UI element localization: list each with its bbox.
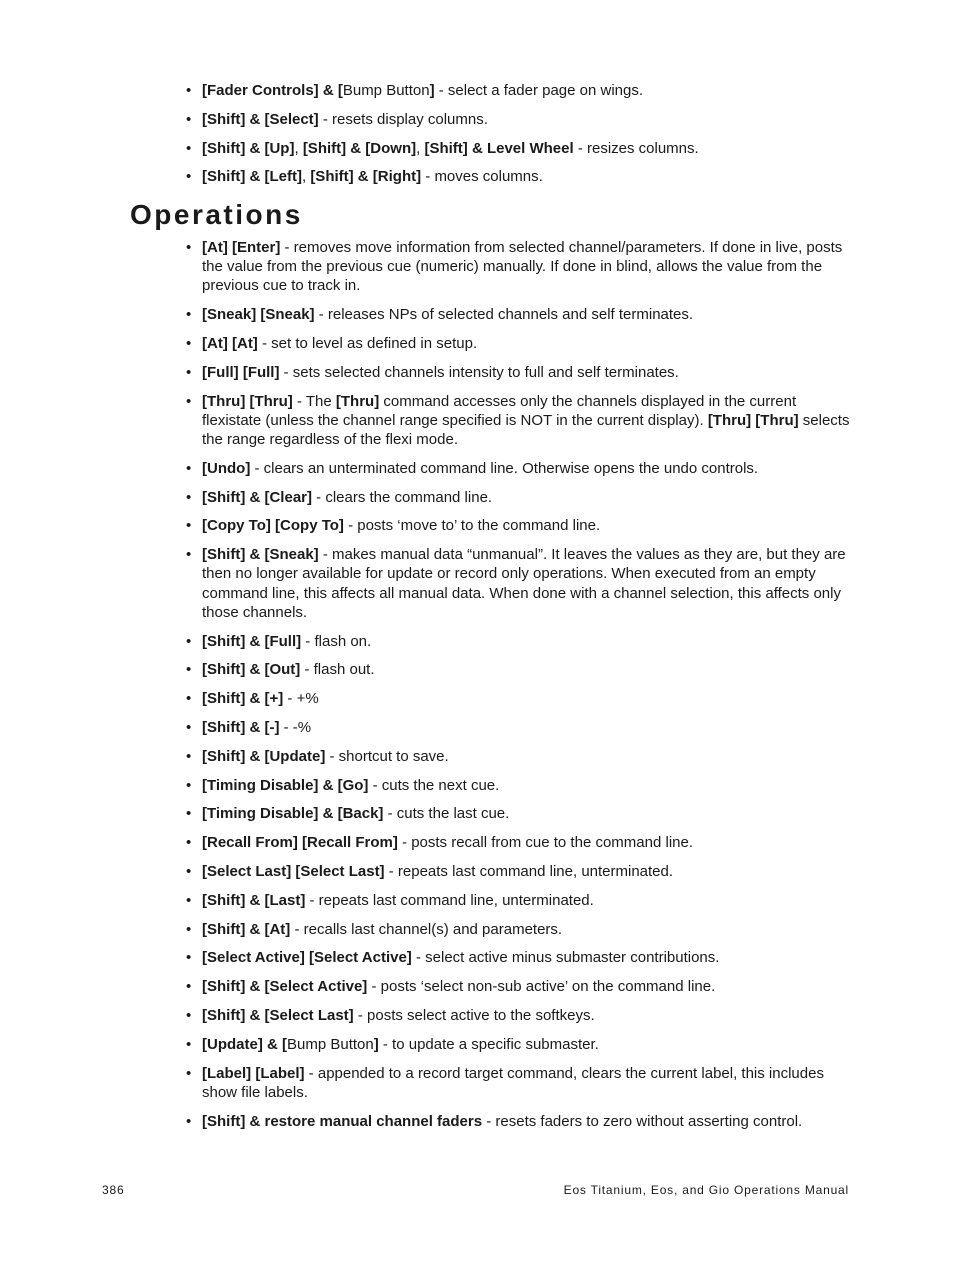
key-combo-text: [Shift] & [+]: [202, 690, 284, 708]
list-item: [186, 488, 854, 507]
key-combo-text: [Shift] & Level Wheel: [424, 139, 574, 157]
description-text: - set to level as defined in setup.: [257, 335, 478, 352]
description-text: - appended to a record target command, clears the current label, this includes show file labels.: [202, 1064, 824, 1101]
page-number: 386: [102, 1183, 125, 1197]
description-text: ,: [301, 168, 311, 186]
list-item: [186, 392, 854, 450]
key-combo-text: [Label] [Label]: [202, 1064, 305, 1082]
list-item: [186, 833, 854, 852]
section-heading: Operations: [130, 199, 303, 230]
list-item: [186, 81, 854, 100]
key-combo-text: [At] [Enter]: [202, 239, 281, 256]
key-combo-text: [Shift] & [Sneak]: [202, 546, 319, 564]
list-item: [186, 1035, 854, 1054]
list-item: [186, 977, 854, 996]
key-combo-text: [At] [At]: [202, 335, 258, 352]
list-item: [186, 891, 854, 910]
description-text: ,: [294, 139, 303, 157]
description-text: - releases NPs of selected channels and self terminates.: [314, 306, 694, 324]
list-item: [186, 1064, 854, 1102]
key-combo-text: [Thru] [Thru]: [707, 411, 799, 429]
list-item: [186, 459, 854, 478]
key-combo-text: [Shift] & [Clear]: [202, 488, 312, 506]
description-text: Bump Button: [287, 1035, 374, 1053]
key-combo-text: [Shift] & [At]: [202, 920, 291, 938]
description-text: - posts ‘move to’ to the command line.: [343, 517, 601, 535]
list-item: [186, 920, 854, 939]
description-text: - cuts the last cue.: [383, 805, 510, 823]
key-combo-text: [Shift] & [Out]: [202, 661, 301, 679]
key-combo-text: [Thru] [Thru]: [202, 392, 293, 410]
key-combo-text: [Shift] & [-]: [202, 718, 280, 736]
list-item: [186, 1112, 854, 1131]
list-item: [186, 334, 854, 353]
description-text: - sets selected channels intensity to full and self terminates.: [279, 363, 679, 381]
description-text: - posts select active to the softkeys.: [353, 1006, 595, 1024]
key-combo-text: [Shift] & [Left]: [202, 168, 302, 186]
list-item: [186, 139, 854, 158]
key-combo-text: [Thru]: [335, 392, 380, 410]
operations-list: [186, 238, 854, 1140]
description-text: - recalls last channel(s) and parameters.: [290, 920, 563, 938]
description-text: - -%: [279, 718, 312, 736]
key-combo-text: [Shift] & [Down]: [302, 139, 417, 157]
description-text: - posts recall from cue to the command line.: [397, 834, 693, 852]
list-item: [186, 305, 854, 324]
list-item: [186, 516, 854, 535]
description-text: - resets display columns.: [318, 110, 488, 128]
description-text: - The: [292, 392, 336, 410]
key-combo-text: [Shift] & [Select Last]: [202, 1006, 354, 1024]
description-text: command accesses only the channels displayed in the current flexistate (unless the channel range specified is NOT in the current display).: [202, 392, 797, 429]
list-item: [186, 660, 854, 679]
description-text: - flash out.: [300, 661, 375, 679]
list-item: [186, 747, 854, 766]
key-combo-text: [Shift] & [Select]: [202, 110, 319, 128]
description-text: - posts ‘select non-sub active’ on the command line.: [367, 978, 716, 996]
list-item: [186, 804, 854, 823]
list-item: [186, 948, 854, 967]
list-item: [186, 862, 854, 881]
description-text: - cuts the next cue.: [368, 776, 500, 794]
key-combo-text: [Shift] & [Update]: [202, 747, 326, 765]
list-item: [186, 167, 854, 186]
key-combo-text: [Shift] & [Right]: [310, 168, 422, 186]
key-combo-text: [Copy To] [Copy To]: [202, 517, 344, 535]
description-text: Bump Button: [342, 82, 430, 99]
list-item: [186, 545, 854, 622]
key-combo-text: [Shift] & restore manual channel faders: [202, 1112, 483, 1130]
key-combo-text: [Full] [Full]: [202, 363, 280, 381]
key-combo-text: [Timing Disable] & [Go]: [202, 776, 369, 794]
key-combo-text: [Select Active] [Select Active]: [202, 949, 412, 967]
description-text: - to update a specific submaster.: [378, 1035, 599, 1053]
description-text: - removes move information from selected channel/parameters. If done in live, posts the value from the previous cue (numeric) manually. If done in blind, allows the value from the previous cue to track in.: [202, 239, 843, 295]
key-combo-text: [Update] & [: [202, 1035, 287, 1053]
key-combo-text: [Sneak] [Sneak]: [202, 306, 315, 324]
key-combo-text: ]: [429, 82, 435, 99]
list-item: [186, 718, 854, 737]
description-text: ,: [416, 139, 425, 157]
description-text: - +%: [283, 690, 319, 708]
key-combo-text: [Shift] & [Up]: [202, 139, 295, 157]
key-combo-text: [Undo]: [202, 459, 251, 477]
description-text: - select active minus submaster contributions.: [411, 949, 720, 967]
description-text: - repeats last command line, unterminated.: [384, 862, 674, 880]
list-item: [186, 776, 854, 795]
list-item: [186, 238, 854, 296]
list-item: [186, 363, 854, 382]
key-combo-text: [Timing Disable] & [Back]: [202, 805, 384, 823]
key-combo-text: [Shift] & [Select Active]: [202, 978, 368, 996]
description-text: - clears an unterminated command line. Otherwise opens the undo controls.: [250, 459, 759, 477]
description-text: - clears the command line.: [312, 488, 493, 506]
key-combo-text: ]: [373, 1035, 379, 1053]
description-text: - makes manual data “unmanual”. It leaves the values as they are, but they are then no longer available for update or record only operations. When executed from an empty command line, this affects all manual data. When done with a channel selection, this affects only those channels.: [202, 546, 846, 621]
description-text: selects the range regardless of the flexi mode.: [202, 411, 850, 448]
list-item: [186, 689, 854, 708]
description-text: - resets faders to zero without asserting control.: [482, 1112, 803, 1130]
description-text: - resizes columns.: [573, 139, 699, 157]
description-text: - moves columns.: [421, 168, 543, 186]
description-text: - select a fader page on wings.: [434, 82, 644, 99]
description-text: - flash on.: [301, 632, 372, 650]
list-item: [186, 632, 854, 651]
key-combination-list: [186, 81, 854, 196]
manual-title: Eos Titanium, Eos, and Gio Operations Manual: [563, 1183, 849, 1197]
list-item: [186, 110, 854, 129]
list-item: [186, 1006, 854, 1025]
key-combo-text: [Shift] & [Full]: [202, 632, 302, 650]
key-combo-text: [Fader Controls] & [: [202, 82, 343, 99]
description-text: - repeats last command line, unterminated.: [305, 891, 594, 909]
key-combo-text: [Recall From] [Recall From]: [202, 834, 398, 852]
description-text: - shortcut to save.: [325, 747, 449, 765]
key-combo-text: [Shift] & [Last]: [202, 891, 306, 909]
key-combo-text: [Select Last] [Select Last]: [202, 862, 385, 880]
